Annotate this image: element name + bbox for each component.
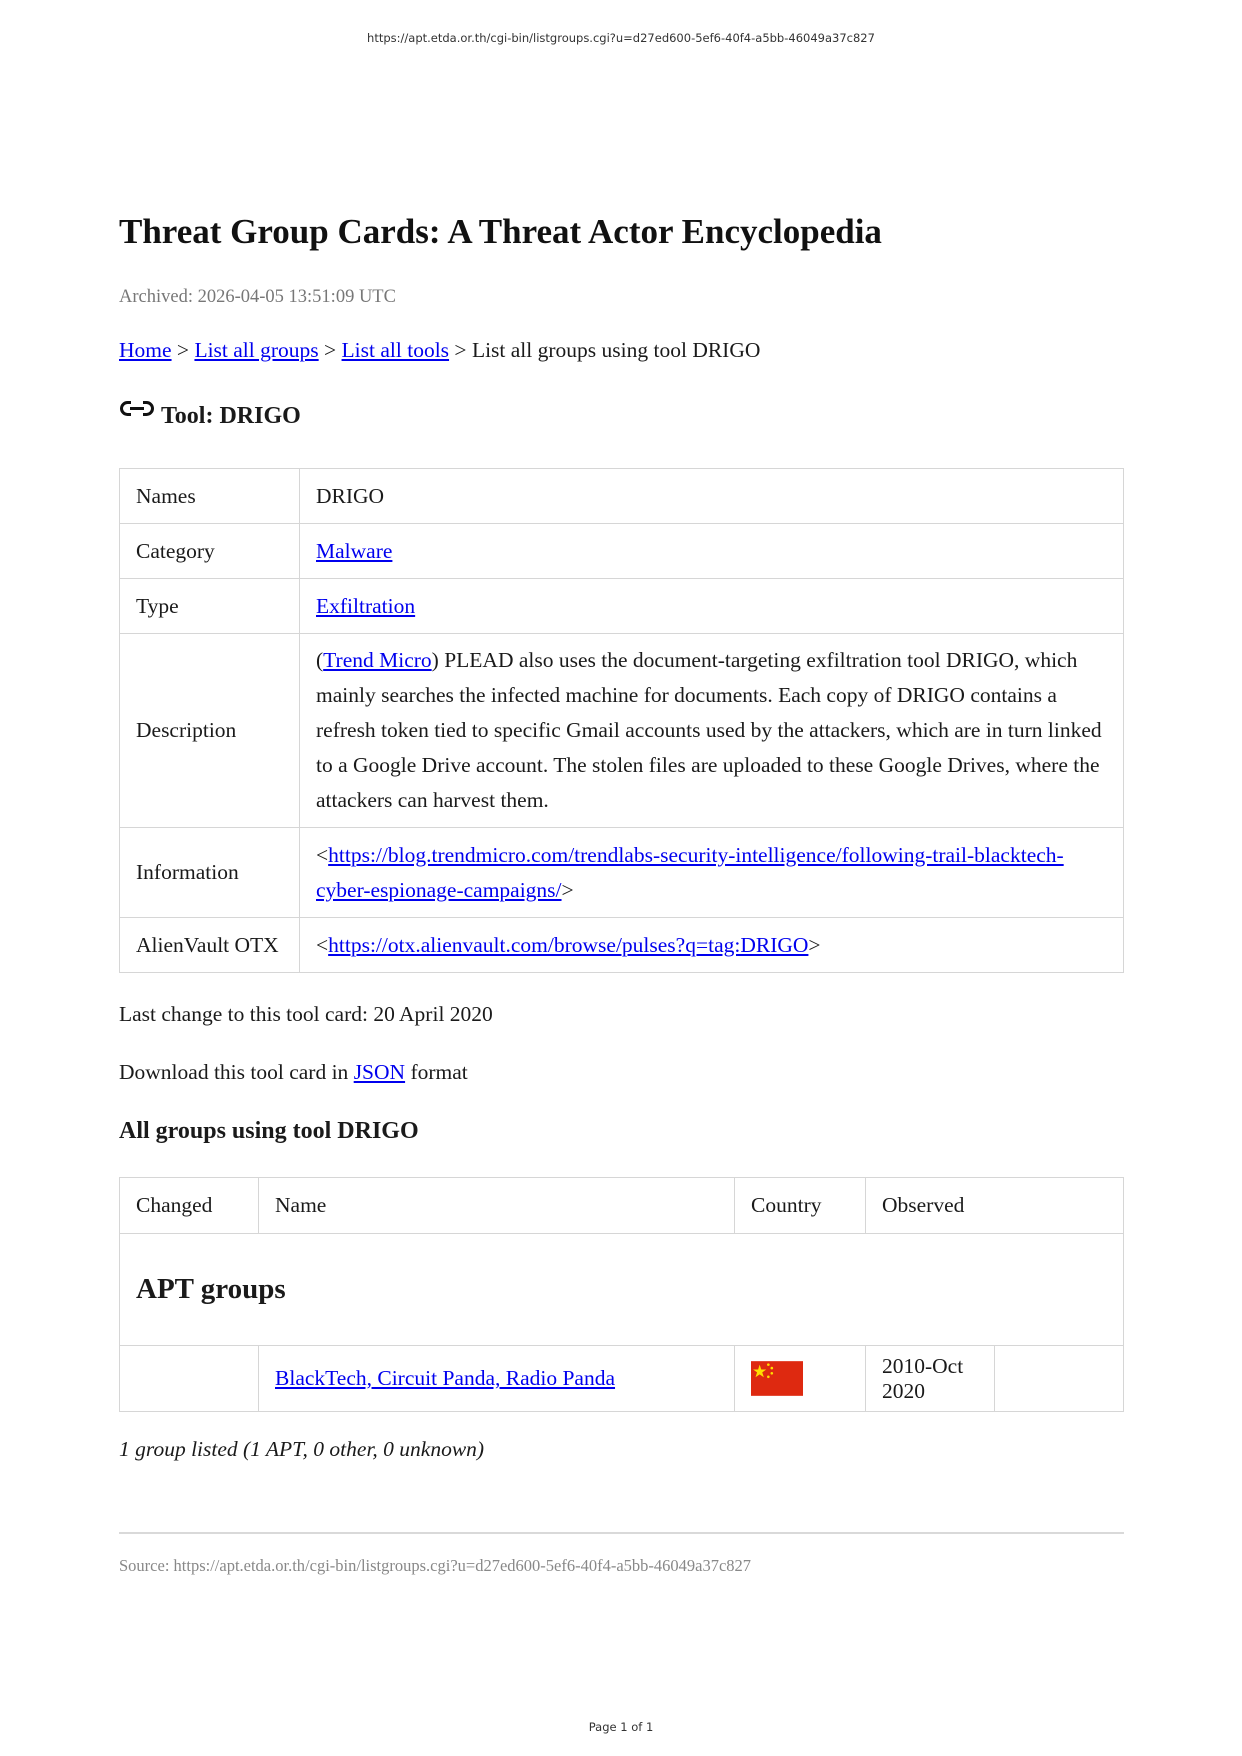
header-observed: Observed (866, 1178, 1124, 1234)
table-row (120, 524, 1124, 579)
tool-heading (119, 400, 301, 430)
observed-cell: 2010-Oct 2020 (866, 1346, 995, 1412)
download-suffix: format (405, 1060, 468, 1084)
breadcrumb-home-link[interactable]: Home (119, 338, 172, 362)
category-link[interactable]: Malware (316, 538, 393, 563)
table-header-row (120, 1178, 1124, 1234)
table-row (120, 1346, 1124, 1412)
page-title: Threat Group Cards: A Threat Actor Encyclopedia (119, 212, 882, 251)
information-label: Information (120, 828, 300, 918)
header-country: Country (735, 1178, 866, 1234)
link-icon (119, 400, 155, 420)
breadcrumb-separator: > (318, 338, 342, 362)
apt-groups-section-title: APT groups (120, 1234, 1124, 1346)
table-row (120, 469, 1124, 524)
category-value (300, 524, 1124, 579)
section-row (120, 1234, 1124, 1346)
group-name-cell (259, 1346, 735, 1412)
alienvault-label: AlienVault OTX (120, 918, 300, 973)
description-text: ) PLEAD also uses the document-targeting exfiltration tool DRIGO, which mainly searches the infected machine for documents. Each copy of DRIGO contains a refresh token tied to specific Gmail accounts used by the attackers, which are in turn linked to a Google Drive account. The stolen files are uploaded to these Google Drives, where the attackers can harvest them. (316, 648, 1102, 812)
breadcrumb-groups-link[interactable]: List all groups (194, 338, 319, 362)
changed-cell (120, 1346, 259, 1412)
groups-table (119, 1177, 1124, 1412)
breadcrumb-tools-link[interactable]: List all tools (341, 338, 450, 362)
alienvault-otx-link[interactable]: https://otx.alienvault.com/browse/pulses?q=tag:DRIGO (328, 932, 809, 957)
table-row (120, 634, 1124, 828)
names-value: DRIGO (300, 469, 1124, 524)
information-value (300, 828, 1124, 918)
download-prefix: Download this tool card in (119, 1060, 354, 1084)
category-label: Category (120, 524, 300, 579)
china-flag-icon (751, 1361, 803, 1396)
table-row (120, 579, 1124, 634)
header-changed: Changed (120, 1178, 259, 1234)
json-download-link[interactable]: JSON (353, 1060, 406, 1084)
archived-timestamp: Archived: 2026-04-05 13:51:09 UTC (119, 287, 396, 307)
header-name: Name (259, 1178, 735, 1234)
description-open-paren: ( (316, 648, 324, 672)
description-label: Description (120, 634, 300, 828)
angle-close: > (808, 932, 821, 957)
page-number: Page 1 of 1 (588, 1720, 654, 1734)
breadcrumb-separator: > (449, 338, 472, 362)
source-url: Source: https://apt.etda.or.th/cgi-bin/listgroups.cgi?u=d27ed600-5ef6-40f4-a5bb-46049a37c827 (119, 1556, 752, 1575)
tool-info-table (119, 468, 1124, 973)
description-value (300, 634, 1124, 828)
country-cell (735, 1346, 866, 1412)
download-line (119, 1060, 468, 1085)
breadcrumb (119, 338, 760, 363)
empty-cell (995, 1346, 1124, 1412)
breadcrumb-separator: > (171, 338, 195, 362)
type-link[interactable]: Exfiltration (316, 593, 416, 618)
table-row (120, 828, 1124, 918)
divider (119, 1532, 1124, 1534)
print-header-url: https://apt.etda.or.th/cgi-bin/listgroups.cgi?u=d27ed600-5ef6-40f4-a5bb-46049a37c827 (367, 31, 875, 45)
type-label: Type (120, 579, 300, 634)
trendmicro-blog-link[interactable]: https://blog.trendmicro.com/trendlabs-security-intelligence/following-trail-blacktech-cyber-espionage-campaigns/ (316, 842, 1064, 902)
group-count-summary: 1 group listed (1 APT, 0 other, 0 unknown) (119, 1437, 485, 1461)
table-row (120, 918, 1124, 973)
angle-open: < (316, 932, 329, 957)
groups-heading: All groups using tool DRIGO (119, 1118, 419, 1144)
angle-close: > (561, 877, 574, 902)
trend-micro-link[interactable]: Trend Micro (323, 648, 432, 672)
angle-open: < (316, 842, 329, 867)
names-label: Names (120, 469, 300, 524)
type-value (300, 579, 1124, 634)
alienvault-value (300, 918, 1124, 973)
last-change-text: Last change to this tool card: 20 April 2020 (119, 1002, 493, 1026)
group-link-blacktech[interactable]: BlackTech, Circuit Panda, Radio Panda (275, 1366, 616, 1390)
tool-heading-text: Tool: DRIGO (161, 403, 301, 429)
breadcrumb-current: List all groups using tool DRIGO (471, 338, 761, 362)
